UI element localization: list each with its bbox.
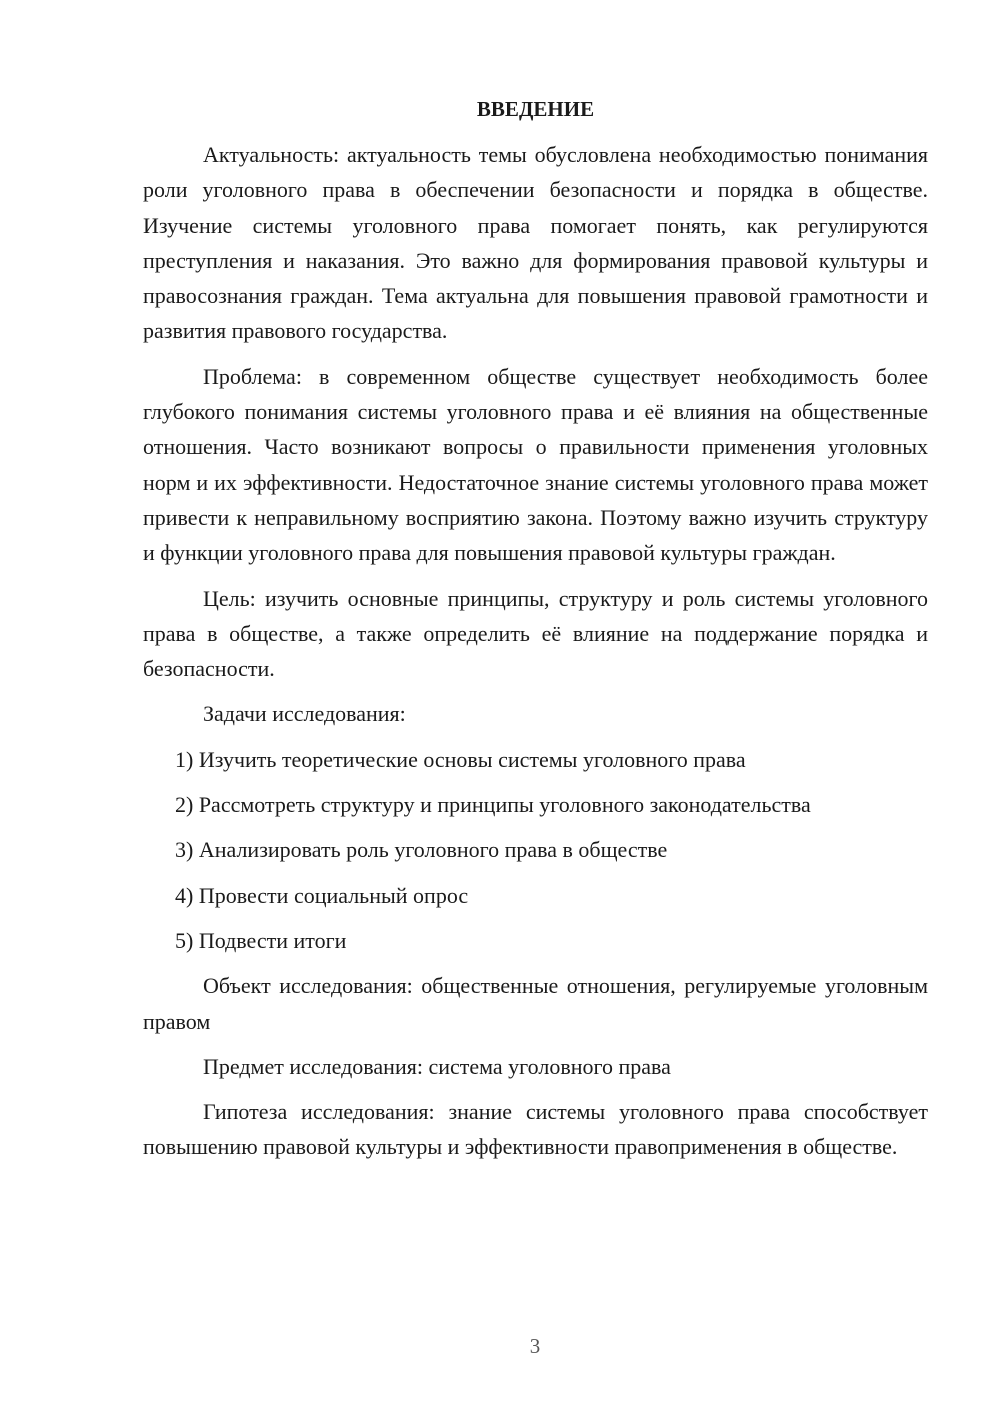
list-item: 5) Подвести итоги [175,927,347,953]
list-item: 3) Анализировать роль уголовного права в обществе [175,837,668,863]
tasks-list [143,742,928,958]
paragraph-relevance: Актуальность: актуальность темы обусловлена необходимостью понимания роли уголовного права в обеспечении безопасности и порядка в обществе. Изучение системы уголовного права помогает понять, как регулируются преступления и наказания. Это важно для формирования правовой культуры и правосознания граждан. Тема актуальна для повышения правовой грамотности и развития правового государства. [143,142,928,344]
paragraph-goal: Цель: изучить основные принципы, структуру и роль системы уголовного права в обществе, а также определить её влияние на поддержание порядка и безопасности. [143,585,928,682]
list-item: 2) Рассмотреть структуру и принципы уголовного законодательства [175,792,811,818]
page-number: 3 [529,1334,541,1358]
paragraph-subject: Предмет исследования: система уголовного права [203,1053,671,1079]
paragraph-object: Объект исследования: общественные отношения, регулируемые уголовным правом [143,973,928,1034]
tasks-heading: Задачи исследования: [203,701,406,727]
list-item: 1) Изучить теоретические основы системы уголовного права [175,746,746,772]
document-title: ВВЕДЕНИЕ [476,97,595,121]
list-item: 4) Провести социальный опрос [175,882,469,908]
document-page [143,92,928,1175]
paragraph-hypothesis: Гипотеза исследования: знание системы уголовного права способствует повышению правовой культуры и эффективности правоприменения в обществе. [143,1099,928,1160]
paragraph-problem: Проблема: в современном обществе существует необходимость более глубокого понимания системы уголовного права и её влияния на общественные отношения. Часто возникают вопросы о правильности применения уголовных норм и их эффективности. Недостаточное знание системы уголовного права может привести к неправильному восприятию закона. Поэтому важно изучить структуру и функции уголовного права для повышения правовой культуры граждан. [143,363,928,566]
